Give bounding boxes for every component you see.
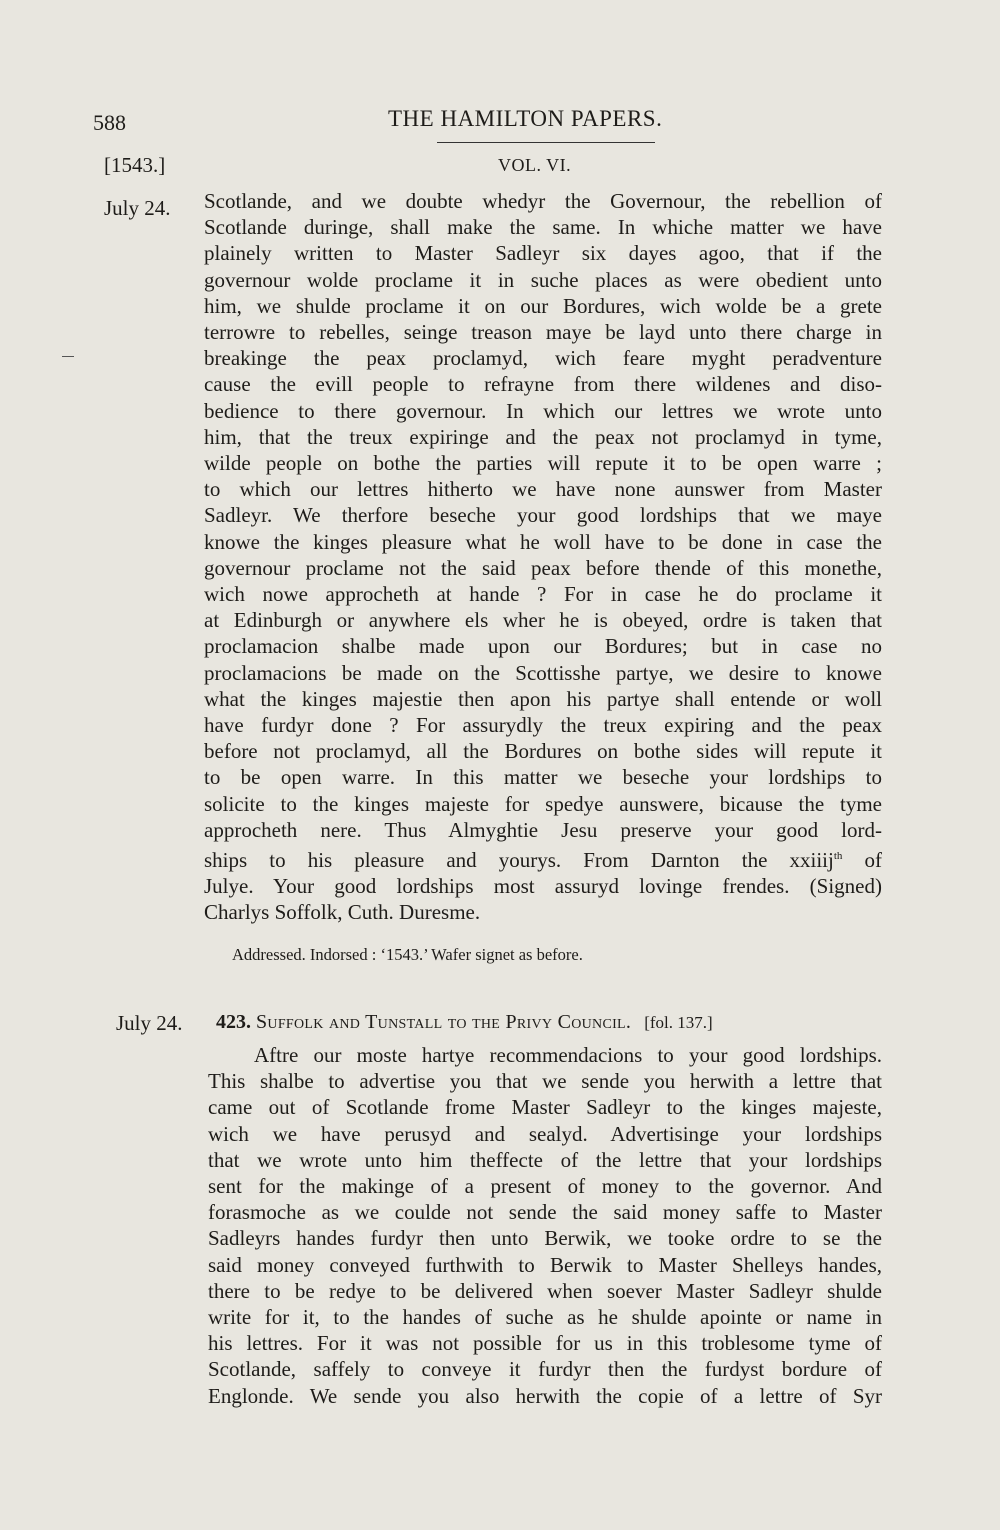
entry1-line: him, that the treux expiringe and the peax not proclamyd in tyme, xyxy=(204,424,882,449)
entry2-line: came out of Scotlande frome Master Sadleyr to the kinges majeste, xyxy=(208,1095,882,1120)
entry1-line: Scotlande, and we doubte whedyr the Governour, the rebellion of xyxy=(204,189,882,213)
entry1-line: governour proclame not the said peax before thende of this monethe, xyxy=(204,555,882,580)
entry1-body xyxy=(204,188,882,926)
entry1-line: wich nowe approcheth at hande ? For in case he do proclame it xyxy=(204,582,882,607)
entry2-line: said money conveyed furthwith to Berwik to Master Shelleys handes, xyxy=(208,1252,882,1277)
running-title: THE HAMILTON PAPERS. xyxy=(388,106,663,131)
entry1-line: breakinge the peax proclamyd, wich feare myght peradventure xyxy=(204,346,882,371)
entry1-line: proclamacion shalbe made upon our Bordures; but in case no xyxy=(204,634,882,659)
superscript: th xyxy=(833,850,843,863)
volume-label: VOL. VI. xyxy=(498,155,572,175)
date-tail: of xyxy=(842,848,882,873)
entry1-line: at Edinburgh or anywhere els wher he is obeyed, ordre is taken that xyxy=(204,608,882,633)
margin-mark xyxy=(62,356,74,357)
folio-reference: [fol. 137.] xyxy=(644,1013,713,1032)
entry-heading xyxy=(216,1011,713,1034)
entry1-line: to which our lettres hitherto we have none aunswer from Master xyxy=(204,477,882,502)
entry1-line: before not proclamyd, all the Bordures on bothe sides will repute it xyxy=(204,739,882,764)
entry1-line: knowe the kinges pleasure what he woll have to be done in case the xyxy=(204,529,882,554)
entry1-line: cause the evill people to refrayne from there wildenes and diso- xyxy=(204,372,882,397)
entry2-body xyxy=(208,1042,882,1409)
entry2-date: July 24. xyxy=(116,1011,183,1035)
entry1-date: July 24. xyxy=(104,196,171,220)
entry1-line: approcheth nere. Thus Almyghtie Jesu preserve your good lord- xyxy=(204,817,882,842)
entry-title: Suffolk and Tunstall to the Privy Council. xyxy=(256,1011,632,1033)
entry2-line: Scotlande, saffely to conveye it furdyr then the furdyst bordure of xyxy=(208,1357,882,1382)
entry1-line: Sadleyr. We therfore beseche your good lordships that we maye xyxy=(204,503,882,528)
entry1-line: terrowre to rebelles, seinge treason maye be layd unto there charge in xyxy=(204,320,882,345)
entry2-line: that we wrote unto him theffecte of the lettre that your lordships xyxy=(208,1147,882,1172)
entry1-line: Charlys Soffolk, Cuth. Duresme. xyxy=(204,900,481,925)
entry1-line: him, we shulde proclame it on our Bordures, wich wolde be a grete xyxy=(204,293,882,318)
entry2-line: Aftre our moste hartye recommendacions to your good lordships. xyxy=(254,1043,882,1067)
page-number: 588 xyxy=(93,110,126,135)
entry1-line: what the kinges majestie then apon his partye shall entende or woll xyxy=(204,686,882,711)
address-note: Addressed. Indorsed : ‘1543.’ Wafer signet as before. xyxy=(232,945,583,964)
entry2-line: there to be redye to be delivered when soever Master Sadleyr shulde xyxy=(208,1278,882,1303)
entry1-line: have furdyr done ? For assurydly the treux expiring and the peax xyxy=(204,713,882,738)
date-text: ships to his pleasure and yourys. From Darnton the xxiiij xyxy=(204,848,834,873)
entry1-line: plainely written to Master Sadleyr six dayes agoo, that if the xyxy=(204,241,882,266)
entry2-line: forasmoche as we coulde not sende the said money saffe to Master xyxy=(208,1200,882,1225)
entry1-line: governour wolde proclame it in suche places as were obedient unto xyxy=(204,267,882,292)
year-marginal: [1543.] xyxy=(104,153,166,177)
entry1-line: Scotlande duringe, shall make the same. In whiche matter we have xyxy=(204,215,882,240)
entry2-line: his lettres. For it was not possible for us in this troblesome tyme of xyxy=(208,1331,882,1356)
entry1-line: wilde people on bothe the parties will repute it to be open warre ; xyxy=(204,451,882,476)
entry2-line: Sadleyrs handes furdyr then unto Berwik, we tooke ordre to se the xyxy=(208,1226,882,1251)
entry1-line: Julye. Your good lordships most assuryd lovinge frendes. (Signed) xyxy=(204,874,882,899)
entry1-line: solicite to the kinges majeste for spedye aunswere, bicause the tyme xyxy=(204,791,882,816)
entry1-line: to be open warre. In this matter we beseche your lordships to xyxy=(204,765,882,790)
entry2-line: Englonde. We sende you also herwith the copie of a lettre of Syr xyxy=(208,1383,882,1408)
title-rule xyxy=(437,142,655,143)
entry-number: 423. xyxy=(216,1011,251,1033)
entry1-line: proclamacions be made on the Scottisshe partye, we desire to knowe xyxy=(204,660,882,685)
entry2-line: This shalbe to advertise you that we sende you herwith a lettre that xyxy=(208,1069,882,1094)
entry2-line: write for it, to the handes of suche as he shulde apointe or name in xyxy=(208,1305,882,1330)
entry1-line: bedience to there governour. In which our lettres we wrote unto xyxy=(204,398,882,423)
entry2-line: sent for the makinge of a present of money to the governor. And xyxy=(208,1174,882,1199)
entry1-line-date xyxy=(204,843,882,873)
entry2-line: wich we have perusyd and sealyd. Advertisinge your lordships xyxy=(208,1121,882,1146)
